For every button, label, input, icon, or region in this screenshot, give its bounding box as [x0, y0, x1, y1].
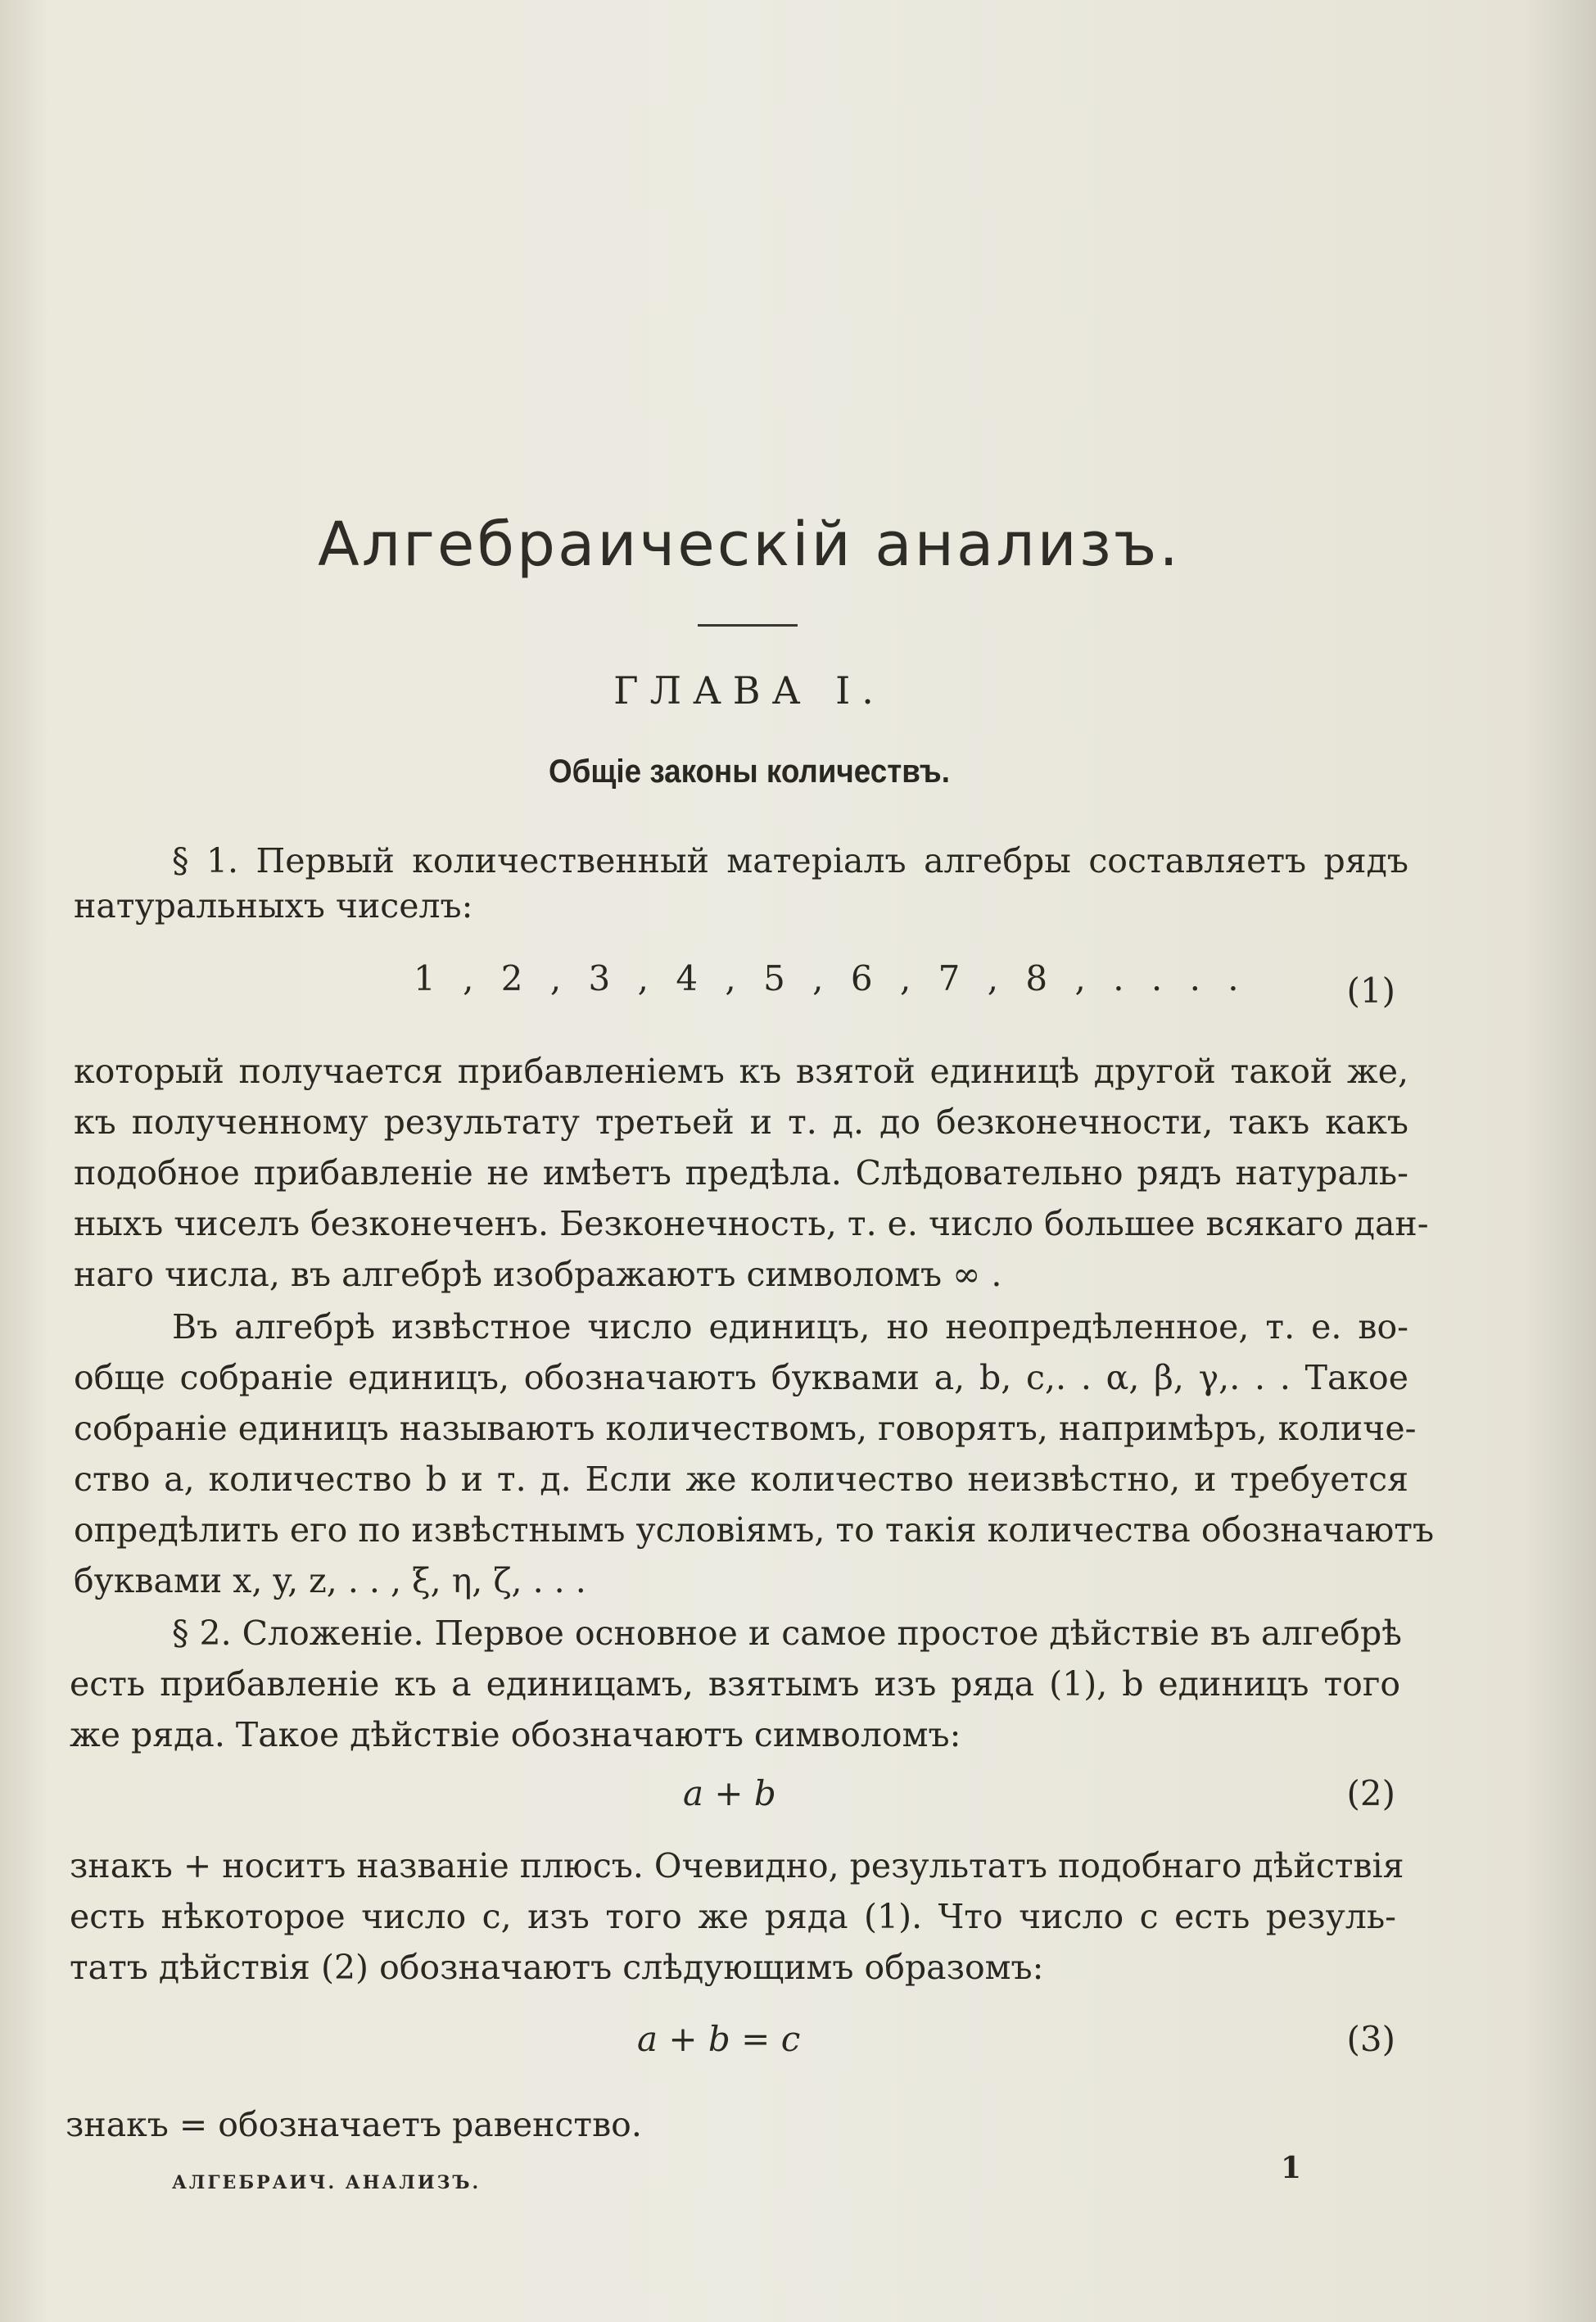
formula-addition: a + b	[683, 1773, 776, 1813]
text-line: есть нѣкоторое число c, изъ того же ряда (1). Что число c есть резуль-	[70, 1897, 1396, 1936]
formula-equality: a + b = c	[637, 2019, 801, 2059]
text-line: ство a, количество b и т. д. Если же количество неизвѣстно, и требуется	[74, 1460, 1408, 1499]
text-line: наго числа, въ алгебрѣ изображаютъ символомъ ∞ .	[74, 1255, 1002, 1294]
text-line: знакъ + носитъ названіе плюсъ. Очевидно, результатъ подобнаго дѣйствія	[70, 1846, 1404, 1885]
text-line: подобное прибавленіе не имѣетъ предѣла. Слѣдовательно рядъ натураль-	[74, 1153, 1408, 1193]
text-line: буквами x, y, z, . . , ξ, η, ζ, . . .	[74, 1561, 586, 1600]
equation-number: (3)	[1346, 2019, 1395, 2059]
text-line: § 1. Первый количественный матеріалъ алгебры составляетъ рядъ	[172, 841, 1408, 880]
chapter-heading: ГЛАВА I.	[613, 668, 885, 713]
text-line: же ряда. Такое дѣйствіе обозначаютъ символомъ:	[70, 1715, 961, 1754]
text-line: татъ дѣйствія (2) обозначаютъ слѣдующимъ образомъ:	[70, 1948, 1044, 1987]
equation-number: (1)	[1346, 971, 1395, 1011]
page-number: 1	[1281, 2151, 1302, 2185]
text-line: натуральныхъ чиселъ:	[74, 886, 473, 926]
page-title: Алгебраическій анализъ.	[318, 509, 1181, 580]
text-line: ныхъ чиселъ безконеченъ. Безконечность, т. е. число большее всякаго дан-	[74, 1204, 1429, 1243]
chapter-title: Общіе законы количествъ.	[549, 754, 950, 790]
text-line: Въ алгебрѣ извѣстное число единицъ, но неопредѣленное, т. е. во-	[172, 1307, 1408, 1347]
text-line: опредѣлить его по извѣстнымъ условіямъ, то такія количества обозначаютъ	[74, 1510, 1435, 1550]
equation-number: (2)	[1346, 1773, 1395, 1813]
text-line: который получается прибавленіемъ къ взятой единицѣ другой такой же,	[74, 1052, 1408, 1091]
footer-book-title: АЛГЕБРАИЧ. АНАЛИЗЪ.	[172, 2172, 482, 2193]
title-divider	[698, 624, 798, 627]
text-line: знакъ = обозначаетъ равенство.	[66, 2105, 642, 2144]
text-line: обще собраніе единицъ, обозначаютъ буквами a, b, c,. . α, β, γ,. . . Такое	[74, 1358, 1408, 1397]
text-line: § 2. Сложеніе. Первое основное и самое простое дѣйствіе въ алгебрѣ	[172, 1614, 1402, 1653]
text-line: есть прибавленіе къ a единицамъ, взятымъ изъ ряда (1), b единицъ того	[70, 1664, 1400, 1704]
text-line: къ полученному результату третьей и т. д. до безконечности, такъ какъ	[74, 1102, 1408, 1142]
text-line: собраніе единицъ называютъ количествомъ, говорятъ, напримѣръ, количе-	[74, 1409, 1417, 1448]
natural-number-sequence: 1 , 2 , 3 , 4 , 5 , 6 , 7 , 8 , . . . .	[414, 958, 1247, 998]
